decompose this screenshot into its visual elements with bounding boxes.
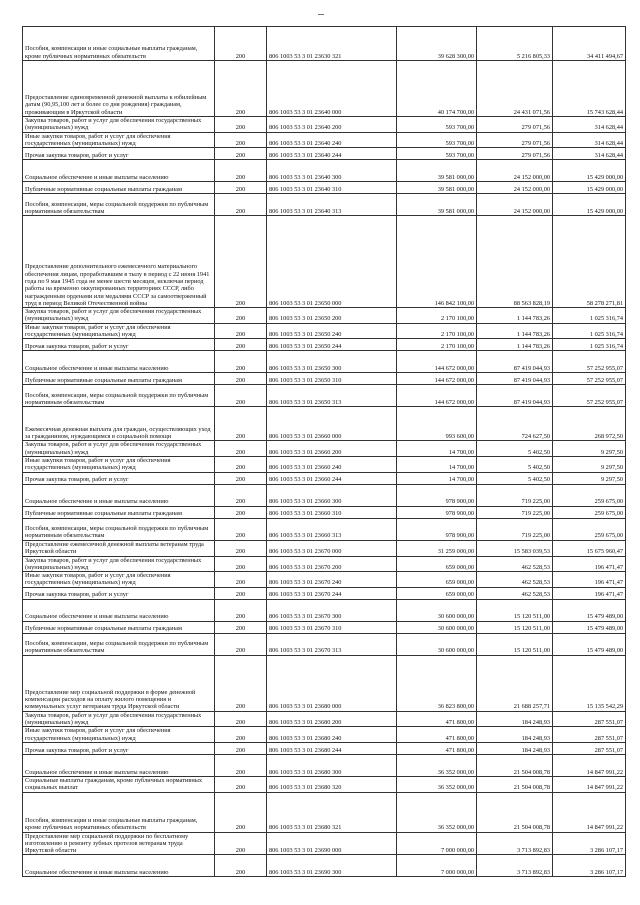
approved-amount: 978 900,00 <box>397 484 477 506</box>
line-code: 200 <box>215 776 267 792</box>
approved-amount: 31 259 000,00 <box>397 540 477 556</box>
indicator-name: Пособия, компенсации и иные социальные выплаты гражданам, кроме публичных нормативных обязательств <box>23 27 215 61</box>
table-row <box>23 148 626 160</box>
unexecuted-amount: 57 252 955,07 <box>553 385 626 407</box>
approved-amount: 7 000 000,00 <box>397 855 477 877</box>
indicator-name: Прочая закупка товаров, работ и услуг <box>23 742 215 754</box>
indicator-name: Социальное обеспечение и иные выплаты населению <box>23 484 215 506</box>
indicator-name: Публичные нормативные социальные выплаты гражданам <box>23 182 215 194</box>
unexecuted-amount: 287 551,07 <box>553 742 626 754</box>
budget-classification-code: 806 1003 53 3 01 23690 300 <box>267 855 397 877</box>
approved-amount: 36 352 000,00 <box>397 792 477 832</box>
unexecuted-amount: 9 297,50 <box>553 456 626 472</box>
executed-amount: 15 120 511,00 <box>477 621 553 633</box>
table-row <box>23 27 626 61</box>
table-row <box>23 216 626 308</box>
approved-amount: 36 823 800,00 <box>397 655 477 711</box>
table-row <box>23 587 626 599</box>
executed-amount: 724 627,50 <box>477 407 553 441</box>
table-row <box>23 351 626 373</box>
page-top-mark <box>318 14 324 15</box>
unexecuted-amount: 287 551,07 <box>553 727 626 743</box>
line-code: 200 <box>215 742 267 754</box>
executed-amount: 5 402,50 <box>477 472 553 484</box>
unexecuted-amount: 15 429 000,00 <box>553 194 626 216</box>
budget-classification-code: 806 1003 53 3 01 23660 313 <box>267 518 397 540</box>
table-row <box>23 407 626 441</box>
approved-amount: 39 581 000,00 <box>397 160 477 182</box>
unexecuted-amount: 57 252 955,07 <box>553 373 626 385</box>
table-row <box>23 484 626 506</box>
line-code: 200 <box>215 216 267 308</box>
line-code: 200 <box>215 587 267 599</box>
unexecuted-amount: 1 025 316,74 <box>553 308 626 324</box>
budget-classification-code: 806 1003 53 3 01 23660 240 <box>267 456 397 472</box>
executed-amount: 21 504 008,78 <box>477 792 553 832</box>
line-code: 200 <box>215 194 267 216</box>
approved-amount: 144 672 000,00 <box>397 373 477 385</box>
executed-amount: 462 528,53 <box>477 572 553 588</box>
executed-amount: 184 248,93 <box>477 711 553 727</box>
executed-amount: 1 144 783,26 <box>477 339 553 351</box>
executed-amount: 462 528,53 <box>477 556 553 572</box>
line-code: 200 <box>215 182 267 194</box>
indicator-name: Закупка товаров, работ и услуг для обеспечения государственных (муниципальных) нужд <box>23 711 215 727</box>
executed-amount: 24 152 000,00 <box>477 194 553 216</box>
unexecuted-amount: 15 429 000,00 <box>553 182 626 194</box>
indicator-name: Иные закупки товаров, работ и услуг для обеспечения государственных (муниципальных) нужд <box>23 727 215 743</box>
unexecuted-amount: 3 286 107,17 <box>553 855 626 877</box>
approved-amount: 978 900,00 <box>397 518 477 540</box>
indicator-name: Предоставление ежемесячной денежной выплаты ветеранам труда Иркутской области <box>23 540 215 556</box>
unexecuted-amount: 15 743 628,44 <box>553 61 626 117</box>
approved-amount: 659 000,00 <box>397 587 477 599</box>
executed-amount: 3 713 892,83 <box>477 855 553 877</box>
approved-amount: 39 628 300,00 <box>397 27 477 61</box>
approved-amount: 471 800,00 <box>397 727 477 743</box>
line-code: 200 <box>215 117 267 133</box>
approved-amount: 2 170 100,00 <box>397 323 477 339</box>
indicator-name: Иные закупки товаров, работ и услуг для обеспечения государственных (муниципальных) нужд <box>23 456 215 472</box>
approved-amount: 471 800,00 <box>397 742 477 754</box>
line-code: 200 <box>215 148 267 160</box>
unexecuted-amount: 57 252 955,07 <box>553 351 626 373</box>
line-code: 200 <box>215 160 267 182</box>
executed-amount: 1 144 783,26 <box>477 308 553 324</box>
line-code: 200 <box>215 540 267 556</box>
unexecuted-amount: 314 628,44 <box>553 148 626 160</box>
budget-classification-code: 806 1003 53 3 01 23660 244 <box>267 472 397 484</box>
indicator-name: Предоставление мер социальной поддержки по бесплатному изготовлению и ремонту зубных протезов ветеранам труда Иркутской области <box>23 832 215 855</box>
unexecuted-amount: 14 847 991,22 <box>553 792 626 832</box>
table-row <box>23 655 626 711</box>
unexecuted-amount: 314 628,44 <box>553 132 626 148</box>
approved-amount: 144 672 000,00 <box>397 351 477 373</box>
table-row <box>23 456 626 472</box>
table-row <box>23 711 626 727</box>
executed-amount: 15 120 511,00 <box>477 599 553 621</box>
approved-amount: 39 581 000,00 <box>397 182 477 194</box>
line-code: 200 <box>215 132 267 148</box>
budget-classification-code: 806 1003 53 3 01 23640 300 <box>267 160 397 182</box>
line-code: 200 <box>215 711 267 727</box>
executed-amount: 184 248,93 <box>477 727 553 743</box>
indicator-name: Пособия, компенсации, меры социальной поддержки по публичным нормативным обязательствам <box>23 518 215 540</box>
executed-amount: 3 713 892,83 <box>477 832 553 855</box>
table-row <box>23 832 626 855</box>
line-code: 200 <box>215 633 267 655</box>
line-code: 200 <box>215 655 267 711</box>
indicator-name: Закупка товаров, работ и услуг для обеспечения государственных (муниципальных) нужд <box>23 308 215 324</box>
table-row <box>23 132 626 148</box>
line-code: 200 <box>215 472 267 484</box>
table-row <box>23 194 626 216</box>
table-row <box>23 540 626 556</box>
unexecuted-amount: 259 675,00 <box>553 506 626 518</box>
approved-amount: 36 352 000,00 <box>397 754 477 776</box>
budget-classification-code: 806 1003 53 3 01 23670 200 <box>267 556 397 572</box>
table-row <box>23 754 626 776</box>
approved-amount: 14 700,00 <box>397 472 477 484</box>
indicator-name: Закупка товаров, работ и услуг для обеспечения государственных (муниципальных) нужд <box>23 556 215 572</box>
line-code: 200 <box>215 855 267 877</box>
unexecuted-amount: 15 479 489,00 <box>553 633 626 655</box>
table-row <box>23 792 626 832</box>
executed-amount: 279 071,56 <box>477 132 553 148</box>
approved-amount: 978 900,00 <box>397 506 477 518</box>
table-row <box>23 727 626 743</box>
table-row <box>23 633 626 655</box>
executed-amount: 279 071,56 <box>477 117 553 133</box>
table-row <box>23 308 626 324</box>
budget-classification-code: 806 1003 53 3 01 23650 000 <box>267 216 397 308</box>
approved-amount: 39 581 000,00 <box>397 194 477 216</box>
budget-classification-code: 806 1003 53 3 01 23670 313 <box>267 633 397 655</box>
budget-classification-code: 806 1003 53 3 01 23640 310 <box>267 182 397 194</box>
indicator-name: Прочая закупка товаров, работ и услуг <box>23 472 215 484</box>
unexecuted-amount: 15 479 489,00 <box>553 599 626 621</box>
indicator-name: Пособия, компенсации, меры социальной поддержки по публичным нормативным обязательствам <box>23 385 215 407</box>
indicator-name: Социальное обеспечение и иные выплаты населению <box>23 599 215 621</box>
budget-classification-code: 806 1003 53 3 01 23680 000 <box>267 655 397 711</box>
line-code: 200 <box>215 832 267 855</box>
table-row <box>23 506 626 518</box>
table-row <box>23 518 626 540</box>
budget-classification-code: 806 1003 53 3 01 23690 000 <box>267 832 397 855</box>
executed-amount: 15 120 511,00 <box>477 633 553 655</box>
table-row <box>23 339 626 351</box>
budget-classification-code: 806 1003 53 3 01 23660 000 <box>267 407 397 441</box>
table-row <box>23 160 626 182</box>
line-code: 200 <box>215 754 267 776</box>
budget-classification-code: 806 1003 53 3 01 23680 200 <box>267 711 397 727</box>
table-row <box>23 472 626 484</box>
unexecuted-amount: 1 025 316,74 <box>553 339 626 351</box>
executed-amount: 88 563 828,19 <box>477 216 553 308</box>
budget-classification-code: 806 1003 53 3 01 23670 000 <box>267 540 397 556</box>
approved-amount: 593 700,00 <box>397 132 477 148</box>
budget-classification-code: 806 1003 53 3 01 23640 200 <box>267 117 397 133</box>
approved-amount: 40 174 700,00 <box>397 61 477 117</box>
approved-amount: 30 600 000,00 <box>397 599 477 621</box>
approved-amount: 471 800,00 <box>397 711 477 727</box>
executed-amount: 1 144 783,26 <box>477 323 553 339</box>
executed-amount: 24 152 000,00 <box>477 160 553 182</box>
table-row <box>23 182 626 194</box>
line-code: 200 <box>215 792 267 832</box>
approved-amount: 14 700,00 <box>397 441 477 457</box>
line-code: 200 <box>215 518 267 540</box>
budget-classification-code: 806 1003 53 3 01 23680 321 <box>267 792 397 832</box>
indicator-name: Пособия, компенсации, меры социальной поддержки по публичным нормативным обязательствам <box>23 194 215 216</box>
executed-amount: 462 528,53 <box>477 587 553 599</box>
indicator-name: Прочая закупка товаров, работ и услуг <box>23 148 215 160</box>
budget-classification-code: 806 1003 53 3 01 23640 313 <box>267 194 397 216</box>
line-code: 200 <box>215 373 267 385</box>
indicator-name: Публичные нормативные социальные выплаты гражданам <box>23 621 215 633</box>
line-code: 200 <box>215 599 267 621</box>
line-code: 200 <box>215 727 267 743</box>
line-code: 200 <box>215 556 267 572</box>
executed-amount: 5 216 805,33 <box>477 27 553 61</box>
table-body <box>23 27 626 877</box>
line-code: 200 <box>215 339 267 351</box>
budget-classification-code: 806 1003 53 3 01 23650 240 <box>267 323 397 339</box>
indicator-name: Иные закупки товаров, работ и услуг для обеспечения государственных (муниципальных) нужд <box>23 323 215 339</box>
budget-classification-code: 806 1003 53 3 01 23640 000 <box>267 61 397 117</box>
indicator-name: Публичные нормативные социальные выплаты гражданам <box>23 373 215 385</box>
table-row <box>23 441 626 457</box>
unexecuted-amount: 14 847 991,22 <box>553 776 626 792</box>
indicator-name: Прочая закупка товаров, работ и услуг <box>23 339 215 351</box>
indicator-name: Прочая закупка товаров, работ и услуг <box>23 587 215 599</box>
table-row <box>23 373 626 385</box>
executed-amount: 24 431 071,56 <box>477 61 553 117</box>
budget-classification-code: 806 1003 53 3 01 23670 244 <box>267 587 397 599</box>
executed-amount: 87 419 044,93 <box>477 385 553 407</box>
budget-classification-code: 806 1003 53 3 01 23680 300 <box>267 754 397 776</box>
table-row <box>23 385 626 407</box>
budget-classification-code: 806 1003 53 3 01 23670 300 <box>267 599 397 621</box>
budget-classification-code: 806 1003 53 3 01 23680 320 <box>267 776 397 792</box>
line-code: 200 <box>215 456 267 472</box>
approved-amount: 30 600 000,00 <box>397 633 477 655</box>
unexecuted-amount: 15 479 489,00 <box>553 621 626 633</box>
line-code: 200 <box>215 441 267 457</box>
executed-amount: 24 152 000,00 <box>477 182 553 194</box>
unexecuted-amount: 15 135 542,29 <box>553 655 626 711</box>
indicator-name: Социальное обеспечение и иные выплаты населению <box>23 754 215 776</box>
line-code: 200 <box>215 61 267 117</box>
indicator-name: Пособия, компенсации, меры социальной поддержки по публичным нормативным обязательствам <box>23 633 215 655</box>
executed-amount: 15 583 039,53 <box>477 540 553 556</box>
line-code: 200 <box>215 351 267 373</box>
approved-amount: 36 352 000,00 <box>397 776 477 792</box>
table-row <box>23 776 626 792</box>
indicator-name: Публичные нормативные социальные выплаты гражданам <box>23 506 215 518</box>
approved-amount: 144 672 000,00 <box>397 385 477 407</box>
budget-classification-code: 806 1003 53 3 01 23640 240 <box>267 132 397 148</box>
indicator-name: Социальное обеспечение и иные выплаты населению <box>23 855 215 877</box>
budget-classification-code: 806 1003 53 3 01 23680 244 <box>267 742 397 754</box>
budget-classification-code: 806 1003 53 3 01 23650 300 <box>267 351 397 373</box>
budget-classification-code: 806 1003 53 3 01 23650 313 <box>267 385 397 407</box>
line-code: 200 <box>215 572 267 588</box>
unexecuted-amount: 3 286 107,17 <box>553 832 626 855</box>
unexecuted-amount: 259 675,00 <box>553 518 626 540</box>
approved-amount: 2 170 100,00 <box>397 308 477 324</box>
unexecuted-amount: 259 675,00 <box>553 484 626 506</box>
unexecuted-amount: 287 551,07 <box>553 711 626 727</box>
executed-amount: 87 419 044,93 <box>477 373 553 385</box>
budget-classification-code: 806 1003 53 3 01 23680 240 <box>267 727 397 743</box>
unexecuted-amount: 34 411 494,67 <box>553 27 626 61</box>
unexecuted-amount: 1 025 316,74 <box>553 323 626 339</box>
indicator-name: Социальные выплаты гражданам, кроме публичных нормативных социальных выплат <box>23 776 215 792</box>
unexecuted-amount: 314 628,44 <box>553 117 626 133</box>
table-row <box>23 323 626 339</box>
indicator-name: Пособия, компенсации и иные социальные выплаты гражданам, кроме публичных нормативных обязательств <box>23 792 215 832</box>
unexecuted-amount: 268 972,50 <box>553 407 626 441</box>
line-code: 200 <box>215 323 267 339</box>
executed-amount: 5 402,50 <box>477 441 553 457</box>
table-row <box>23 855 626 877</box>
executed-amount: 21 688 257,71 <box>477 655 553 711</box>
line-code: 200 <box>215 385 267 407</box>
line-code: 200 <box>215 484 267 506</box>
budget-classification-code: 806 1003 53 3 01 23640 244 <box>267 148 397 160</box>
executed-amount: 21 504 008,78 <box>477 754 553 776</box>
approved-amount: 593 700,00 <box>397 117 477 133</box>
unexecuted-amount: 15 675 960,47 <box>553 540 626 556</box>
unexecuted-amount: 9 297,50 <box>553 441 626 457</box>
budget-classification-code: 806 1003 53 3 01 23660 310 <box>267 506 397 518</box>
table-row <box>23 621 626 633</box>
budget-execution-table <box>22 26 626 877</box>
unexecuted-amount: 14 847 991,22 <box>553 754 626 776</box>
table-row <box>23 599 626 621</box>
indicator-name: Предоставление дополнительного ежемесячного материального обеспечения лицам, проработавшим в тылу в период с 22 июня 1941 года по 9 мая 1945 года не менее шести месяцев, исключая период работы на временно оккупированных территориях СССР, либо награжденным орденами или медалями СССР за самоотверженный труд в период Великой Отечественной войны <box>23 216 215 308</box>
executed-amount: 5 402,50 <box>477 456 553 472</box>
approved-amount: 14 700,00 <box>397 456 477 472</box>
executed-amount: 719 225,00 <box>477 506 553 518</box>
line-code: 200 <box>215 407 267 441</box>
approved-amount: 593 700,00 <box>397 148 477 160</box>
unexecuted-amount: 9 297,50 <box>553 472 626 484</box>
indicator-name: Предоставление мер социальной поддержки в форме денежной компенсации расходов на оплату жилого помещения и коммунальных услуг ветеранам труда Иркутской области <box>23 655 215 711</box>
indicator-name: Закупка товаров, работ и услуг для обеспечения государственных (муниципальных) нужд <box>23 441 215 457</box>
table-row <box>23 117 626 133</box>
line-code: 200 <box>215 27 267 61</box>
indicator-name: Предоставление единовременной денежной выплаты к юбилейным датам (90,95,100 лет и более со дня рождения) гражданам, проживающим в Иркутской области <box>23 61 215 117</box>
line-code: 200 <box>215 308 267 324</box>
budget-classification-code: 806 1003 53 3 01 23670 240 <box>267 572 397 588</box>
indicator-name: Иные закупки товаров, работ и услуг для обеспечения государственных (муниципальных) нужд <box>23 132 215 148</box>
executed-amount: 184 248,93 <box>477 742 553 754</box>
budget-classification-code: 806 1003 53 3 01 23650 200 <box>267 308 397 324</box>
approved-amount: 993 600,00 <box>397 407 477 441</box>
executed-amount: 87 419 044,93 <box>477 351 553 373</box>
table-row <box>23 556 626 572</box>
table-row <box>23 61 626 117</box>
budget-classification-code: 806 1003 53 3 01 23630 321 <box>267 27 397 61</box>
budget-classification-code: 806 1003 53 3 01 23650 244 <box>267 339 397 351</box>
approved-amount: 659 000,00 <box>397 556 477 572</box>
unexecuted-amount: 196 471,47 <box>553 572 626 588</box>
executed-amount: 21 504 008,78 <box>477 776 553 792</box>
unexecuted-amount: 58 278 271,81 <box>553 216 626 308</box>
indicator-name: Ежемесячная денежная выплата для граждан, осуществляющих уход за гражданином, нуждающимся в социальной помощи <box>23 407 215 441</box>
approved-amount: 146 842 100,00 <box>397 216 477 308</box>
unexecuted-amount: 15 429 000,00 <box>553 160 626 182</box>
executed-amount: 719 225,00 <box>477 518 553 540</box>
approved-amount: 659 000,00 <box>397 572 477 588</box>
budget-classification-code: 806 1003 53 3 01 23650 310 <box>267 373 397 385</box>
indicator-name: Социальное обеспечение и иные выплаты населению <box>23 160 215 182</box>
line-code: 200 <box>215 506 267 518</box>
line-code: 200 <box>215 621 267 633</box>
table-row <box>23 742 626 754</box>
indicator-name: Закупка товаров, работ и услуг для обеспечения государственных (муниципальных) нужд <box>23 117 215 133</box>
budget-classification-code: 806 1003 53 3 01 23660 200 <box>267 441 397 457</box>
budget-classification-code: 806 1003 53 3 01 23660 300 <box>267 484 397 506</box>
approved-amount: 7 000 000,00 <box>397 832 477 855</box>
table-row <box>23 572 626 588</box>
approved-amount: 30 600 000,00 <box>397 621 477 633</box>
budget-classification-code: 806 1003 53 3 01 23670 310 <box>267 621 397 633</box>
unexecuted-amount: 196 471,47 <box>553 587 626 599</box>
approved-amount: 2 170 100,00 <box>397 339 477 351</box>
indicator-name: Социальное обеспечение и иные выплаты населению <box>23 351 215 373</box>
executed-amount: 279 071,56 <box>477 148 553 160</box>
executed-amount: 719 225,00 <box>477 484 553 506</box>
unexecuted-amount: 196 471,47 <box>553 556 626 572</box>
indicator-name: Иные закупки товаров, работ и услуг для обеспечения государственных (муниципальных) нужд <box>23 572 215 588</box>
